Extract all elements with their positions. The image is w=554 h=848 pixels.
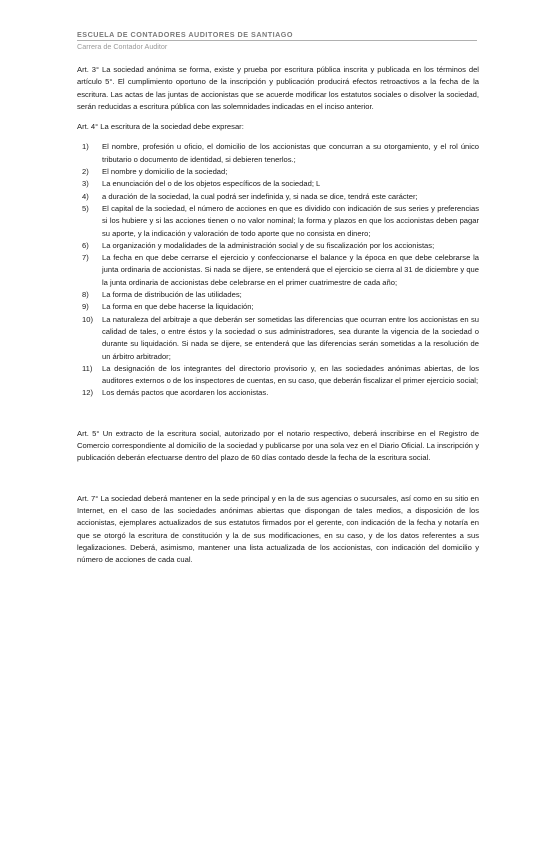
list-item-number: 2) [82, 167, 89, 177]
list-item-text: La naturaleza del arbitraje a que deberán ser sometidas las diferencias que ocurran entre los accionistas en su calidad de tales, o entre éstos y la sociedad o sus administradores, sea durante la vigencia de la sociedad o durante su liquidación. Si nada se dijere, se entenderá que las diferencias serán sometidas a la resolución de un árbitro arbitrador; [102, 314, 479, 361]
list-item [77, 252, 479, 289]
list-item-number: 8) [82, 290, 89, 300]
list-item [77, 191, 479, 203]
list-item-text: La fecha en que debe cerrarse el ejercicio y confeccionarse el balance y la época en que debe celebrarse la junta ordinaria de accionistas. Si nada se dijere, se entenderá que el ejercicio se cierra al 31 de diciembre y que la junta ordinaria de accionistas debe celebrarse en el primer cuatrimestre de cada año; [102, 253, 479, 287]
header-divider [77, 40, 477, 41]
list-item-number: 10) [82, 314, 93, 324]
list-item-text: El nombre y domicilio de la sociedad; [102, 167, 228, 177]
career-name: Carrera de Contador Auditor [77, 42, 168, 51]
list-item [77, 141, 479, 166]
list-item [77, 203, 479, 240]
article-4-intro: Art. 4° La escritura de la sociedad debe expresar: [77, 122, 244, 132]
document-body [77, 64, 479, 566]
list-item-number: 4) [82, 191, 89, 201]
list-item-text: Los demás pactos que acordaren los accionistas. [102, 388, 269, 398]
list-item [77, 387, 479, 399]
article-4-list [77, 141, 479, 399]
list-item-number: 7) [82, 253, 89, 263]
list-item-number: 9) [82, 302, 89, 312]
list-item [77, 289, 479, 301]
list-item-text: La organización y modalidades de la administración social y de su fiscalización por los accionistas; [102, 240, 435, 250]
article-3: Art. 3° La sociedad anónima se forma, existe y prueba por escritura pública inscrita y publicada en los términos del artículo 5°. El cumplimiento oportuno de la inscripción y publicación producirá efectos retroactivos a la fecha de la escritura. Las actas de las juntas de accionistas que se acuerde modificar los estatutos sociales o disolver la sociedad, serán reducidas a escritura pública con las solemnidades indicadas en el inciso anterior. [77, 65, 479, 111]
list-item-text: El nombre, profesión u oficio, el domicilio de los accionistas que concurran a su otorgamiento, y el rol único tributario o documento de identidad, si debieren tenerlos.; [102, 142, 479, 164]
list-item-text: La designación de los integrantes del directorio provisorio y, en las sociedades anónimas abiertas, de los auditores externos o de los inspectores de cuentas, en su caso, que deberán fiscalizar el primer ejercicio social; [102, 363, 479, 386]
list-item [77, 301, 479, 313]
list-item-number: 11) [82, 363, 93, 373]
list-item-text: La forma en que debe hacerse la liquidación; [102, 302, 254, 312]
list-item [77, 314, 479, 363]
list-item [77, 166, 479, 178]
list-item-text: El capital de la sociedad, el número de acciones en que es dividido con indicación de sus series y preferencias si los hubiere y si las acciones tienen o no valor nominal; la forma y plazos en que los accionistas deben pagar su aporte, y la indicación y valoración de todo aporte que no consista en dinero; [102, 203, 479, 238]
article-5: Art. 5° Un extracto de la escritura social, autorizado por el notario respectivo, deberá inscribirse en el Registro de Comercio correspondiente al domicilio de la sociedad y publicarse por una sola vez en el Diario Oficial. La inscripción y publicación deberán efectuarse dentro del plazo de 60 días contado desde la fecha de la escritura social. [77, 428, 479, 463]
school-name: ESCUELA DE CONTADORES AUDITORES DE SANTIAGO [77, 30, 293, 39]
list-item-number: 5) [82, 203, 89, 213]
list-item [77, 178, 479, 190]
article-7: Art. 7° La sociedad deberá mantener en la sede principal y en la de sus agencias o sucursales, así como en su sitio en Internet, en el caso de las sociedades anónimas abiertas que dispongan de tales medios, a disposición de los accionistas, ejemplares actualizados de sus estatutos firmados por el gerente, con indicación de la fecha y notaría en que se otorgó la escritura de constitución y la de sus modificaciones, en su caso, y de los datos referentes a sus legalizaciones. Deberá, asimismo, mantener una lista actualizada de los accionistas, con indicación del domicilio y número de acciones de cada cual. [77, 493, 479, 565]
list-item-number: 3) [82, 179, 89, 189]
list-item-number: 6) [82, 240, 89, 250]
list-item [77, 363, 479, 388]
list-item [77, 240, 479, 252]
list-item-number: 12) [82, 388, 93, 398]
list-item-text: La enunciación del o de los objetos específicos de la sociedad; L [102, 179, 321, 189]
list-item-text: La forma de distribución de las utilidades; [102, 290, 242, 300]
list-item-number: 1) [82, 142, 89, 152]
list-item-text: a duración de la sociedad, la cual podrá ser indefinida y, si nada se dice, tendrá este carácter; [102, 191, 418, 201]
